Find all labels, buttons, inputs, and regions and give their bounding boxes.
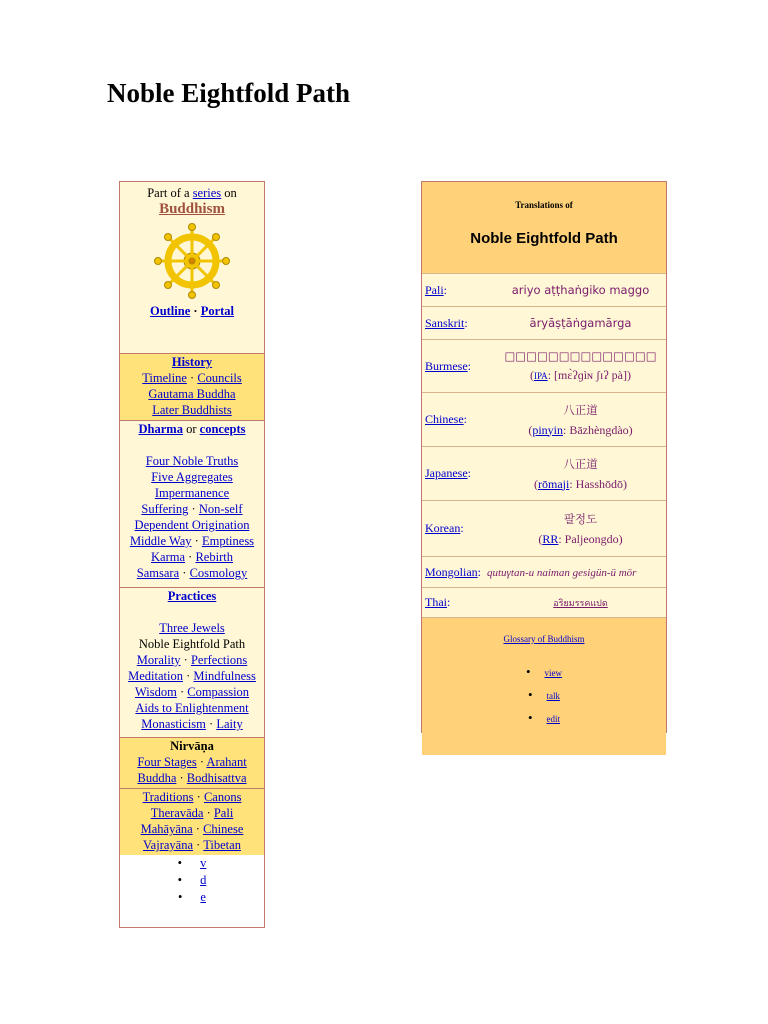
wisdom-link[interactable]: Wisdom	[134, 685, 177, 699]
four-noble-truths-link[interactable]: Four Noble Truths	[145, 454, 239, 468]
non-self-link[interactable]: Non-self	[198, 502, 243, 516]
separator: ·	[195, 822, 200, 836]
morality-link[interactable]: Morality	[136, 653, 181, 667]
separator: ·	[183, 653, 188, 667]
theravada-link[interactable]: Theravāda	[150, 806, 204, 820]
laity-link[interactable]: Laity	[216, 717, 243, 731]
view-link[interactable]: view	[544, 668, 563, 678]
monasticism-link[interactable]: Monasticism	[141, 717, 206, 731]
japanese-romaji: : Hasshōdō)	[569, 476, 627, 491]
nirvana-heading: Nirvāṇa	[170, 739, 214, 753]
on-text: on	[224, 186, 237, 200]
current-article-label: Noble Eightfold Path	[138, 637, 246, 651]
romaji-link[interactable]: rōmaji	[538, 476, 570, 491]
burmese-link[interactable]: Burmese	[425, 358, 468, 373]
portal-link[interactable]: Portal	[200, 304, 235, 318]
buddha-link[interactable]: Buddha	[137, 771, 177, 785]
five-aggregates-link[interactable]: Five Aggregates	[151, 470, 233, 484]
compassion-link[interactable]: Compassion	[187, 685, 250, 699]
mahayana-link[interactable]: Mahāyāna	[140, 822, 193, 836]
mindfulness-link[interactable]: Mindfulness	[193, 669, 256, 683]
row-burmese: Burmese: □□□□□□□□□□□□□□ (IPA: [mɛ̀ʔɡìɴ ʃɪʔ pà])	[422, 340, 666, 393]
korean-rr: : Paljeongdo)	[558, 531, 623, 546]
dependent-origination-link[interactable]: Dependent Origination	[134, 518, 250, 532]
separator: ·	[209, 717, 214, 731]
samsara-link[interactable]: Samsara	[136, 566, 180, 580]
later-buddhists-link[interactable]: Later Buddhists	[152, 403, 232, 417]
concepts-link[interactable]: concepts	[199, 422, 246, 436]
bodhisattva-link[interactable]: Bodhisattva	[186, 771, 247, 785]
councils-link[interactable]: Councils	[197, 371, 242, 385]
burmese-ipa: : [mɛ̀ʔɡìɴ ʃɪʔ pà])	[547, 368, 631, 382]
series-header	[120, 182, 264, 354]
edit-template-link[interactable]: e	[200, 890, 206, 904]
pali-canon-link[interactable]: Pali	[213, 806, 234, 820]
paren: (	[534, 476, 538, 491]
tibetan-canon-link[interactable]: Tibetan	[203, 838, 241, 852]
row-japanese: Japanese: 八正道 (rōmaji: Hasshōdō)	[422, 447, 666, 501]
separator: ·	[199, 755, 204, 769]
perfections-link[interactable]: Perfections	[190, 653, 248, 667]
part-of-text: Part of a	[147, 186, 190, 200]
row-pali: Pali: ariyo aṭṭhaṅgiko maggo	[422, 274, 666, 307]
dharma-section	[120, 421, 264, 588]
dharma-wheel-icon	[154, 223, 230, 299]
outline-link[interactable]: Outline	[149, 304, 191, 318]
separator: ·	[196, 838, 201, 852]
nirvana-section	[120, 738, 264, 789]
glossary-link[interactable]: Glossary of Buddhism	[503, 634, 585, 644]
emptiness-link[interactable]: Emptiness	[201, 534, 255, 548]
impermanence-link[interactable]: Impermanence	[154, 486, 230, 500]
vajrayana-link[interactable]: Vajrayāna	[143, 838, 194, 852]
or-text: or	[186, 422, 197, 436]
mongolian-value: qutuγtan-u naiman gesigün-ü mör	[487, 567, 637, 579]
template-links	[422, 664, 666, 733]
japanese-link[interactable]: Japanese	[425, 466, 468, 480]
separator: ·	[179, 685, 185, 699]
traditions-section	[120, 789, 264, 855]
separator: ·	[188, 550, 193, 564]
korean-link[interactable]: Korean	[425, 521, 461, 535]
suffering-link[interactable]: Suffering	[141, 502, 189, 516]
series-link[interactable]: series	[192, 186, 222, 200]
rr-link[interactable]: RR	[542, 531, 559, 546]
chinese-link[interactable]: Chinese	[425, 412, 464, 426]
middle-way-link[interactable]: Middle Way	[129, 534, 192, 548]
buddhism-link[interactable]: Buddhism	[159, 201, 225, 217]
history-link[interactable]: History	[171, 355, 213, 369]
translations-header	[422, 182, 666, 274]
meditation-link[interactable]: Meditation	[128, 669, 183, 683]
ipa-link[interactable]: IPA	[534, 371, 548, 381]
korean-value: 팔정도	[563, 511, 598, 526]
page-title: Noble Eightfold Path	[107, 78, 351, 108]
mongolian-link[interactable]: Mongolian	[425, 564, 478, 579]
row-korean: Korean: 팔정도 (RR: Paljeongdo)	[422, 501, 666, 557]
chinese-value: 八正道	[563, 402, 598, 417]
chinese-canon-link[interactable]: Chinese	[203, 822, 244, 836]
translations-infobox	[421, 181, 667, 733]
paren: (	[530, 368, 534, 382]
separator: ·	[196, 790, 201, 804]
separator: ·	[193, 304, 198, 318]
row-thai: Thai: อริยมรรคแปด	[422, 588, 666, 618]
gautama-buddha-link[interactable]: Gautama Buddha	[148, 387, 236, 401]
discuss-template-link[interactable]: d	[200, 873, 207, 887]
row-mongolian: Mongolian: qutuγtan-u naiman gesigün-ü mör	[422, 557, 666, 588]
vde-links	[120, 855, 264, 906]
separator: ·	[191, 502, 196, 516]
series-infobox	[119, 181, 265, 928]
separator: ·	[190, 371, 195, 385]
glossary-section	[422, 618, 666, 755]
rebirth-link[interactable]: Rebirth	[195, 550, 233, 564]
separator: ·	[179, 771, 184, 785]
cosmology-link[interactable]: Cosmology	[189, 566, 248, 580]
translations-title: Noble Eightfold Path	[470, 230, 618, 247]
japanese-value: 八正道	[563, 456, 598, 471]
practices-section	[120, 588, 264, 738]
edit-link[interactable]: edit	[546, 714, 561, 724]
sanskrit-link[interactable]: Sanskrit	[425, 315, 465, 330]
thai-value: อริยมรรคแปด	[553, 598, 608, 609]
pali-link[interactable]: Pali	[425, 282, 444, 297]
sanskrit-value: āryāṣṭāṅgamārga	[529, 316, 632, 330]
timeline-link[interactable]: Timeline	[142, 371, 187, 385]
row-chinese: Chinese: 八正道 (pinyin: Bāzhèngdào)	[422, 393, 666, 447]
arahant-link[interactable]: Arahant	[206, 755, 247, 769]
four-stages-link[interactable]: Four Stages	[137, 755, 197, 769]
burmese-value: □□□□□□□□□□□□□□	[504, 349, 657, 363]
thai-link[interactable]: Thai	[425, 595, 447, 609]
dharma-link[interactable]: Dharma	[138, 422, 183, 436]
pinyin-link[interactable]: pinyin	[532, 422, 564, 437]
canons-link[interactable]: Canons	[203, 790, 242, 804]
aids-to-enlightenment-link[interactable]: Aids to Enlightenment	[135, 701, 249, 715]
traditions-link[interactable]: Traditions	[142, 790, 194, 804]
pali-value: ariyo aṭṭhaṅgiko maggo	[511, 283, 650, 297]
chinese-pinyin: : Bāzhèngdào)	[563, 422, 633, 437]
separator: ·	[186, 669, 191, 683]
separator: ·	[206, 806, 211, 820]
view-template-link[interactable]: v	[200, 856, 207, 870]
karma-link[interactable]: Karma	[151, 550, 186, 564]
talk-link[interactable]: talk	[546, 691, 561, 701]
practices-link[interactable]: Practices	[167, 589, 217, 603]
paren: (	[538, 531, 543, 546]
history-section	[120, 354, 264, 421]
separator: ·	[182, 566, 187, 580]
translations-of-label: Translations of	[515, 200, 573, 210]
paren: (	[528, 422, 533, 437]
row-sanskrit: Sanskrit: āryāṣṭāṅgamārga	[422, 307, 666, 340]
separator: ·	[194, 534, 199, 548]
three-jewels-link[interactable]: Three Jewels	[159, 621, 225, 635]
